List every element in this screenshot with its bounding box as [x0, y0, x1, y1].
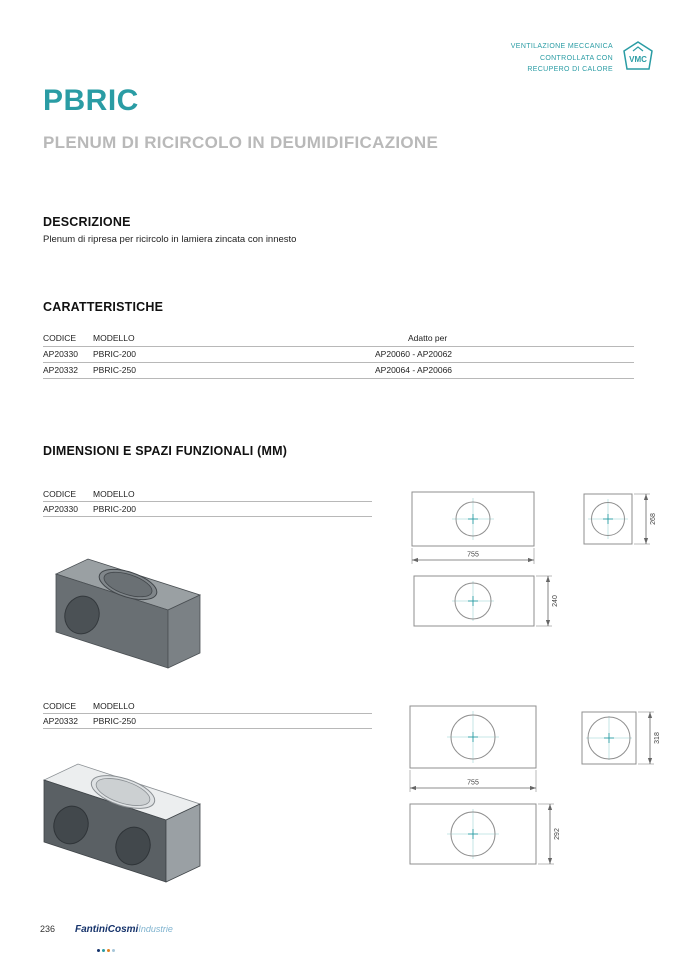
- dim-length-label-model2: 755: [467, 779, 479, 787]
- model2-table: [43, 699, 372, 729]
- tagline-line-3: RECUPERO DI CALORE: [527, 66, 613, 73]
- dim-length-label-model1: 755: [467, 551, 479, 559]
- vmc-badge-icon: [620, 39, 656, 73]
- top-view-model1: [412, 492, 534, 564]
- col-header-codice: CODICE: [43, 333, 77, 343]
- fantini-cosmi-logo: [75, 919, 173, 957]
- col-header-codice: CODICE: [43, 489, 77, 499]
- caratteristiche-heading: CARATTERISTICHE: [43, 300, 164, 314]
- cell-adatto-per: AP20064 - AP20066: [375, 365, 453, 375]
- cell-codice: AP20330: [43, 504, 78, 514]
- front-view-model1: [414, 576, 559, 626]
- table-row: [43, 347, 634, 363]
- page-number: 236: [40, 924, 56, 934]
- table-row: [43, 363, 634, 379]
- page-title: PBRIC: [43, 84, 139, 117]
- tagline-line-2: CONTROLLATA CON: [539, 54, 613, 62]
- cell-adatto-per: AP20060 - AP20062: [375, 349, 453, 359]
- table-header-row: [43, 699, 372, 714]
- technical-views-model1: [402, 484, 662, 634]
- table-header-row: [43, 331, 634, 347]
- model1-table: [43, 487, 372, 517]
- logo-main-text: FantiniCosmi: [75, 924, 139, 935]
- col-header-modello: MODELLO: [93, 333, 135, 343]
- iso-drawing-model2: [30, 740, 220, 895]
- cell-modello: PBRIC-200: [93, 349, 136, 359]
- cell-codice: AP20332: [43, 716, 78, 726]
- cell-modello: PBRIC-250: [93, 365, 136, 375]
- iso-drawing-model1: [38, 532, 213, 672]
- table-header-row: [43, 487, 372, 502]
- cell-modello: PBRIC-250: [93, 716, 136, 726]
- caratteristiche-table: [43, 331, 634, 379]
- front-view-model2: [410, 804, 561, 864]
- dimensioni-heading: DIMENSIONI E SPAZI FUNZIONALI (MM): [43, 444, 288, 458]
- col-header-modello: MODELLO: [93, 489, 135, 499]
- table-row: [43, 502, 372, 517]
- vmc-tagline: [511, 41, 613, 76]
- page-subtitle: PLENUM DI RICIRCOLO IN DEUMIDIFICAZIONE: [43, 133, 439, 152]
- top-view-model2: [410, 706, 536, 792]
- descrizione-heading: DESCRIZIONE: [43, 215, 131, 229]
- col-header-modello: MODELLO: [93, 701, 135, 711]
- table-row: [43, 714, 372, 729]
- col-header-codice: CODICE: [43, 701, 77, 711]
- cell-codice: AP20330: [43, 349, 78, 359]
- logo-sub-text: Industrie: [138, 924, 173, 934]
- side-view-model1: [584, 494, 657, 544]
- technical-views-model2: [402, 700, 662, 870]
- logo-dots: [97, 939, 173, 957]
- cell-codice: AP20332: [43, 365, 78, 375]
- dim-height-label-model1: 240: [552, 595, 559, 607]
- dim-depth-label-model1: 268: [650, 513, 657, 525]
- side-view-model2: [582, 712, 661, 764]
- cell-modello: PBRIC-200: [93, 504, 136, 514]
- tagline-line-1: VENTILAZIONE MECCANICA: [510, 43, 613, 50]
- dim-depth-label-model2: 318: [654, 732, 661, 744]
- vmc-badge-text: VMC: [629, 55, 647, 64]
- dim-height-label-model2: 292: [554, 828, 561, 840]
- col-header-adatto-per: Adatto per: [408, 333, 448, 343]
- descrizione-body: Plenum di ripresa per ricircolo in lamiera zincata con innesto: [43, 234, 297, 245]
